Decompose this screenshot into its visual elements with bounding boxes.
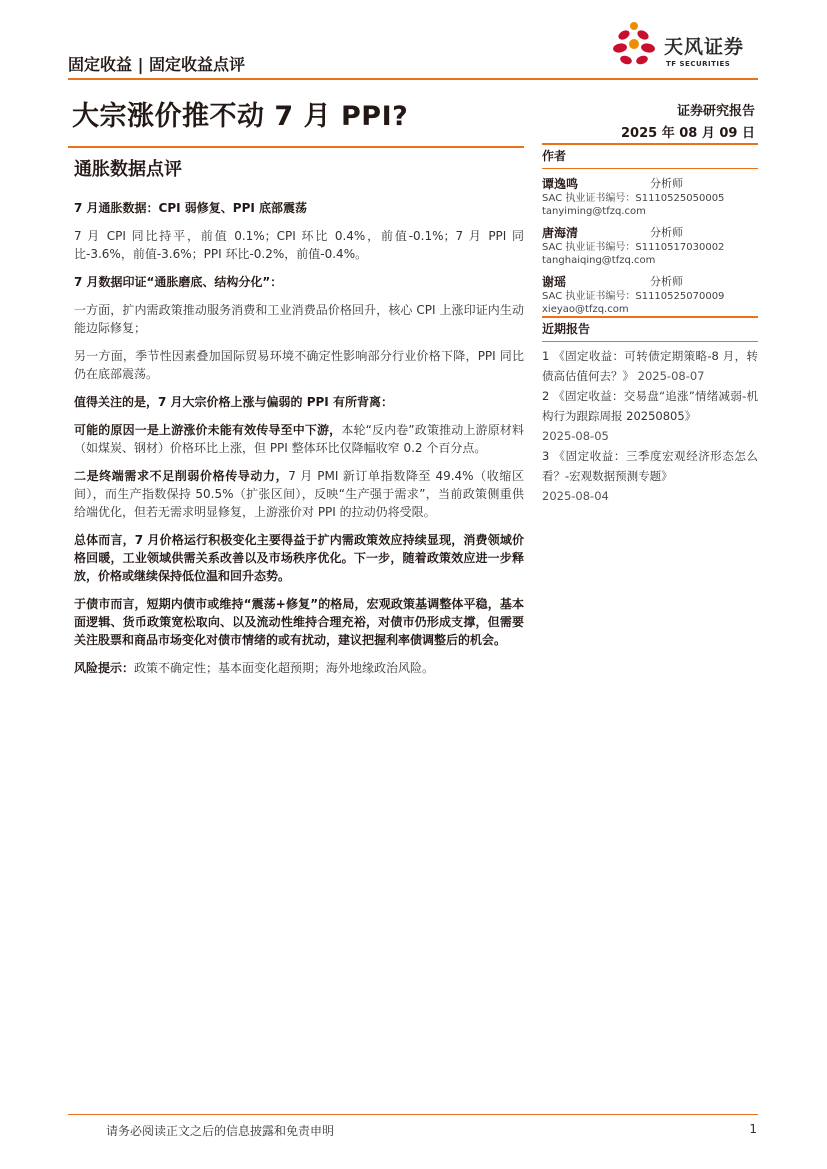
section-heading: 7 月数据印证“通胀磨底、结构分化”： xyxy=(74,275,283,289)
author-cert: SAC 执业证书编号：S1110525070009 xyxy=(542,291,725,302)
recent-title: 近期报告 xyxy=(542,322,591,336)
author-entry xyxy=(542,175,758,218)
paragraph-body: 本轮“反内卷”政策推动上游原材料（如煤炭、钢材）价格环比上涨，但 PPI 整体环比仅降幅收窄 0.2 个百分点。 xyxy=(74,423,524,455)
authors-title: 作者 xyxy=(542,149,567,163)
paragraph: 7 月 CPI 同比持平，前值 0.1%；CPI 环比 0.4%，前值-0.1%；7 月 PPI 同比-3.6%，前值-3.6%；PPI 环比-0.2%，前值-0.4%。 xyxy=(74,229,524,261)
author-role: 分析师 xyxy=(650,275,683,288)
logo-chinese-name: 天风证券 xyxy=(664,36,745,58)
author-email[interactable]: tanghaiqing@tfzq.com xyxy=(542,255,656,266)
footer-disclaimer: 请务必阅读正文之后的信息披露和免责申明 xyxy=(106,1124,335,1138)
author-name: 谢瑶 xyxy=(542,275,567,289)
sidebar-top-rule xyxy=(542,143,758,145)
title-rule xyxy=(68,146,524,148)
report-subtitle: 通胀数据点评 xyxy=(74,159,182,180)
recent-report-date: 2025-08-04 xyxy=(542,489,609,503)
main-content xyxy=(74,199,524,687)
paragraph xyxy=(74,467,524,521)
logo-mark-icon xyxy=(612,20,662,74)
company-logo xyxy=(612,20,762,74)
authors-rule xyxy=(542,168,758,169)
report-title: 大宗涨价推不动 7 月 PPI? xyxy=(72,101,409,132)
recent-report-date: 2025-08-05 xyxy=(542,429,609,443)
author-entry xyxy=(542,273,758,316)
author-role: 分析师 xyxy=(650,226,683,239)
report-date: 2025 年 08 月 09 日 xyxy=(621,126,755,141)
author-email[interactable]: xieyao@tfzq.com xyxy=(542,304,629,315)
header-category: 固定收益 | 固定收益点评 xyxy=(68,55,245,74)
header-rule xyxy=(68,78,758,80)
recent-report-item[interactable] xyxy=(542,386,758,446)
risk-paragraph xyxy=(74,659,524,677)
footer-rule xyxy=(68,1114,758,1115)
paragraph-lead: 可能的原因一是上游涨价未能有效传导至中下游， xyxy=(74,423,342,437)
paragraph: 另一方面，季节性因素叠加国际贸易环境不确定性影响部分行业价格下降，PPI 同比仍在底部震荡。 xyxy=(74,349,524,381)
author-cert: SAC 执业证书编号：S1110517030002 xyxy=(542,242,725,253)
recent-report-item[interactable] xyxy=(542,446,758,506)
section-heading: 7 月通胀数据：CPI 弱修复、PPI 底部震荡 xyxy=(74,201,308,215)
page-number: 1 xyxy=(749,1122,757,1136)
author-name: 谭逸鸣 xyxy=(542,177,579,191)
recent-report-title[interactable]: 3 《固定收益：三季度宏观经济形态怎么看？-宏观数据预测专题》 xyxy=(542,449,758,483)
author-entry xyxy=(542,224,758,267)
logo-english-name: TF SECURITIES xyxy=(666,60,731,68)
recent-report-title[interactable]: 2 《固定收益：交易盘“追涨”情绪减弱-机构行为跟踪周报 20250805》 xyxy=(542,389,758,423)
recent-reports-panel xyxy=(542,320,758,506)
authors-panel xyxy=(542,147,758,322)
section-heading: 值得关注的是，7 月大宗价格上涨与偏弱的 PPI 有所背离： xyxy=(74,395,393,409)
paragraph-lead: 二是终端需求不足削弱价格传导动力， xyxy=(74,469,289,483)
risk-label: 风险提示： xyxy=(74,661,135,675)
recent-report-title[interactable]: 1 《固定收益：可转债定期策略-8 月，转债高估值何去？》 xyxy=(542,349,758,383)
recent-report-item[interactable] xyxy=(542,346,758,386)
paragraph: 一方面，扩内需政策推动服务消费和工业消费品价格回升，核心 CPI 上涨印证内生动能边际修复； xyxy=(74,303,524,335)
paragraph-body: 7 月 PMI 新订单指数降至 49.4%（收缩区间），而生产指数保持 50.5%（扩张区间），反映“生产强于需求”，当前政策侧重供给端优化，但若无需求明显修复，上游涨价对 PPI 的拉动仍将受限。 xyxy=(74,469,524,519)
recent-report-date: 2025-08-07 xyxy=(637,369,705,383)
risk-text: 政策不确定性；基本面变化超预期；海外地缘政治风险。 xyxy=(134,661,435,675)
recent-rule xyxy=(542,341,758,342)
recent-top-rule xyxy=(542,316,758,318)
author-name: 唐海清 xyxy=(542,226,579,240)
author-cert: SAC 执业证书编号：S1110525050005 xyxy=(542,193,725,204)
report-type: 证券研究报告 xyxy=(676,104,755,119)
author-role: 分析师 xyxy=(650,177,683,190)
summary-paragraph: 总体而言，7 月价格运行积极变化主要得益于扩内需政策效应持续显现，消费领域价格回暖，工业领域供需关系改善以及市场秩序优化。下一步，随着政策效应进一步释放，价格或继续保持低位温和回升态势。 xyxy=(74,533,524,583)
bond-market-paragraph: 于债市而言，短期内债市或维持“震荡+修复”的格局，宏观政策基调整体平稳，基本面逻辑、货币政策宽松取向、以及流动性维持合理充裕，对债市仍形成支撑，但需要关注股票和商品市场变化对债市情绪的或有扰动，建议把握利率债调整后的机会。 xyxy=(74,597,524,647)
paragraph xyxy=(74,421,524,457)
author-email[interactable]: tanyiming@tfzq.com xyxy=(542,206,646,217)
